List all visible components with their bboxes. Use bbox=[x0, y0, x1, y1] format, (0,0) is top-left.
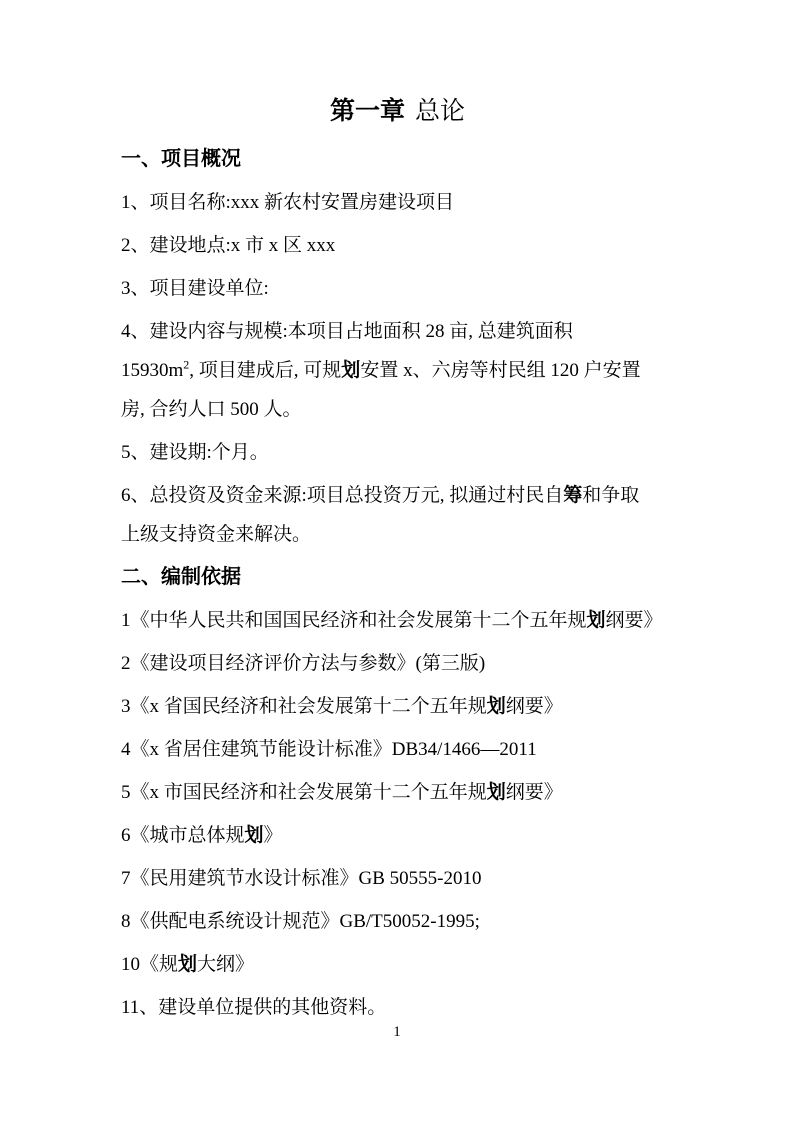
paragraph bbox=[121, 687, 674, 726]
document-body bbox=[121, 140, 674, 1027]
text-segment: 4、建设内容与规模:本项目占地面积 28 亩, 总建筑面积 bbox=[121, 321, 573, 342]
text-segment: 纲要》 bbox=[505, 782, 563, 803]
text-segment: 筹 bbox=[563, 485, 583, 506]
text-line bbox=[121, 351, 674, 390]
text-line bbox=[121, 601, 674, 640]
text-line bbox=[121, 644, 674, 683]
paragraph bbox=[121, 433, 674, 472]
text-segment: 划 bbox=[178, 954, 198, 975]
text-line bbox=[121, 859, 674, 898]
paragraph bbox=[121, 859, 674, 898]
text-segment: 3《x 省国民经济和社会发展第十二个五年规 bbox=[121, 696, 487, 717]
text-segment: 一、项目概况 bbox=[121, 148, 241, 170]
text-line bbox=[121, 312, 674, 351]
text-segment: 划 bbox=[244, 825, 264, 846]
text-segment: 1《中华人民共和国国民经济和社会发展第十二个五年规 bbox=[121, 610, 587, 631]
paragraph bbox=[121, 269, 674, 308]
text-segment: 安置 x、六房等村民组 120 户安置 bbox=[360, 360, 641, 381]
text-segment: 2、建设地点:x 市 x 区 xxx bbox=[121, 235, 336, 256]
text-line bbox=[121, 687, 674, 726]
text-line bbox=[121, 183, 674, 222]
chapter-title-number: 第一章 bbox=[329, 98, 405, 125]
text-segment: 划 bbox=[341, 360, 361, 381]
text-segment: 纲要》 bbox=[605, 610, 663, 631]
text-segment: 划 bbox=[486, 696, 506, 717]
text-segment: 5、建设期:个月。 bbox=[121, 442, 269, 463]
text-line bbox=[121, 476, 674, 515]
text-segment: 二、编制依据 bbox=[121, 566, 241, 588]
text-segment: 15930m bbox=[121, 360, 184, 381]
text-line bbox=[121, 226, 674, 265]
paragraph bbox=[121, 476, 674, 554]
text-line bbox=[121, 902, 674, 941]
text-segment: 8《供配电系统设计规范》GB/T50052-1995; bbox=[121, 911, 480, 932]
paragraph bbox=[121, 773, 674, 812]
text-segment: 和争取 bbox=[582, 485, 640, 506]
page-number: 1 bbox=[393, 1024, 401, 1040]
text-segment: 6、总投资及资金来源:项目总投资万元, 拟通过村民自 bbox=[121, 485, 564, 506]
paragraph bbox=[121, 945, 674, 984]
text-line bbox=[121, 730, 674, 769]
text-segment: 房, 合约人口 500 人。 bbox=[121, 399, 302, 420]
paragraph bbox=[121, 730, 674, 769]
text-segment: 5《x 市国民经济和社会发展第十二个五年规 bbox=[121, 782, 487, 803]
text-segment: 11、建设单位提供的其他资料。 bbox=[121, 997, 387, 1018]
paragraph bbox=[121, 902, 674, 941]
text-segment: , 项目建成后, 可规 bbox=[189, 360, 342, 381]
text-segment: 划 bbox=[486, 782, 506, 803]
text-segment: 10《规 bbox=[121, 954, 179, 975]
text-segment: 4《x 省居住建筑节能设计标准》DB34/1466—2011 bbox=[121, 739, 537, 760]
paragraph bbox=[121, 312, 674, 429]
text-segment: 上级支持资金来解决。 bbox=[121, 524, 312, 545]
text-segment: 2 bbox=[183, 357, 190, 372]
paragraph bbox=[121, 644, 674, 683]
paragraph bbox=[121, 816, 674, 855]
chapter-title-text: 总论 bbox=[415, 98, 466, 125]
text-segment: 2《建设项目经济评价方法与参数》(第三版) bbox=[121, 653, 486, 674]
text-segment: 纲要》 bbox=[505, 696, 563, 717]
paragraph bbox=[121, 183, 674, 222]
text-line bbox=[121, 390, 674, 429]
text-line bbox=[121, 558, 674, 597]
paragraph bbox=[121, 601, 674, 640]
text-line bbox=[121, 773, 674, 812]
text-segment: 7《民用建筑节水设计标准》GB 50555-2010 bbox=[121, 868, 482, 889]
section-heading bbox=[121, 558, 674, 597]
section-heading bbox=[121, 140, 674, 179]
text-segment: 3、项目建设单位: bbox=[121, 278, 269, 299]
chapter-title bbox=[121, 96, 674, 128]
text-line bbox=[121, 816, 674, 855]
text-segment: 划 bbox=[586, 610, 606, 631]
text-segment: 6《城市总体规 bbox=[121, 825, 245, 846]
text-segment: 》 bbox=[263, 825, 283, 846]
paragraph bbox=[121, 226, 674, 265]
text-segment: 大纲》 bbox=[197, 954, 255, 975]
text-line bbox=[121, 945, 674, 984]
text-line bbox=[121, 515, 674, 554]
text-line bbox=[121, 140, 674, 179]
text-line bbox=[121, 269, 674, 308]
text-segment: 1、项目名称:xxx 新农村安置房建设项目 bbox=[121, 192, 455, 213]
text-line bbox=[121, 433, 674, 472]
